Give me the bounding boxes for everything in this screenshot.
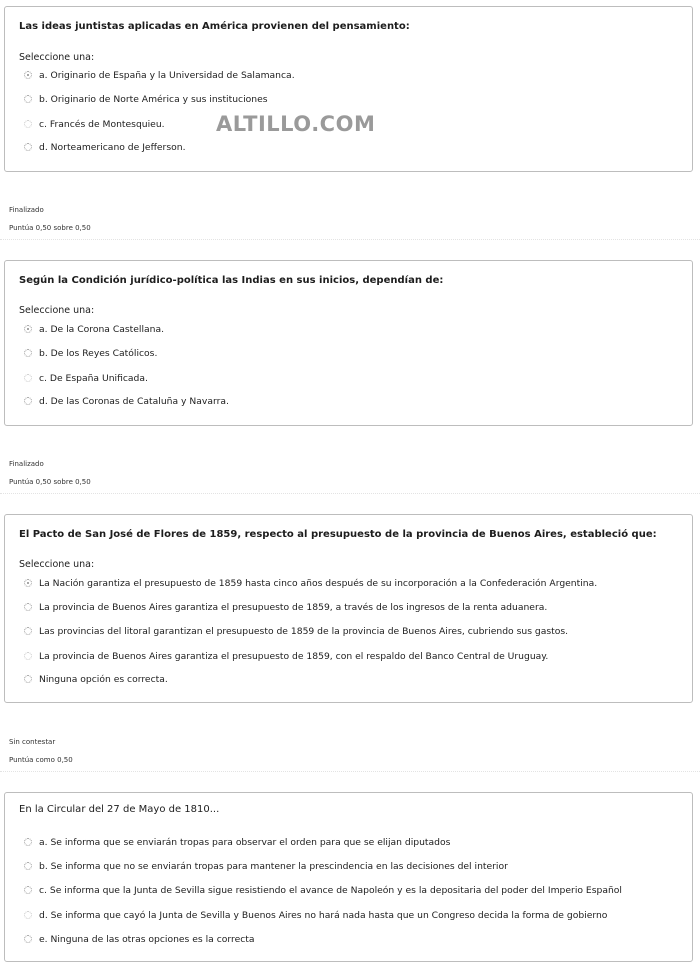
- option-label: Las provincias del litoral garantizan el presupuesto de 1859 de la provincia de Buenos Aires, cubriendo sus gastos.: [39, 625, 569, 637]
- option-label: a. Se informa que se enviarán tropas para observar el orden para que se elijan diputados: [39, 836, 451, 848]
- option-c[interactable]: [24, 117, 165, 131]
- option-label: d. Se informa que cayó la Junta de Sevilla y Buenos Aires no hará nada hasta que un Congreso decida la forma de gobierno: [39, 909, 608, 921]
- radio-icon[interactable]: [24, 652, 32, 660]
- option-a[interactable]: [24, 576, 597, 590]
- question-score: Puntúa 0,50 sobre 0,50: [9, 478, 91, 486]
- radio-checked-icon[interactable]: [24, 325, 32, 333]
- option-b[interactable]: [24, 859, 508, 873]
- option-label: Ninguna opción es correcta.: [39, 673, 168, 685]
- option-e[interactable]: [24, 672, 168, 686]
- radio-icon[interactable]: [24, 911, 32, 919]
- question-card-2: [4, 260, 693, 426]
- question-score: Puntúa como 0,50: [9, 756, 73, 764]
- radio-icon[interactable]: [24, 603, 32, 611]
- question-status: Finalizado: [9, 460, 44, 468]
- option-a[interactable]: [24, 835, 450, 849]
- question-status: Finalizado: [9, 206, 44, 214]
- radio-icon[interactable]: [24, 397, 32, 405]
- divider: [0, 239, 700, 240]
- radio-icon[interactable]: [24, 120, 32, 128]
- option-label: La provincia de Buenos Aires garantiza el presupuesto de 1859, a través de los ingresos de la renta aduanera.: [39, 601, 548, 613]
- option-label: b. Originario de Norte América y sus instituciones: [39, 93, 268, 105]
- radio-icon[interactable]: [24, 838, 32, 846]
- question-text: En la Circular del 27 de Mayo de 1810...: [19, 804, 220, 815]
- question-text: El Pacto de San José de Flores de 1859, respecto al presupuesto de la provincia de Buenos Aires, estableció que:: [19, 529, 657, 540]
- option-label: c. De España Unificada.: [39, 372, 148, 384]
- option-label: b. Se informa que no se enviarán tropas para mantener la prescindencia en las decisiones del interior: [39, 860, 508, 872]
- radio-icon[interactable]: [24, 143, 32, 151]
- option-d[interactable]: [24, 908, 607, 922]
- divider: [0, 771, 700, 772]
- option-label: b. De los Reyes Católicos.: [39, 347, 158, 359]
- question-text: Según la Condición jurídico-política las Indias en sus inicios, dependían de:: [19, 275, 444, 286]
- radio-checked-icon[interactable]: [24, 71, 32, 79]
- radio-icon[interactable]: [24, 886, 32, 894]
- option-label: c. Francés de Montesquieu.: [39, 118, 165, 130]
- radio-icon[interactable]: [24, 935, 32, 943]
- radio-icon[interactable]: [24, 349, 32, 357]
- divider: [0, 493, 700, 494]
- option-label: a. De la Corona Castellana.: [39, 323, 165, 335]
- radio-icon[interactable]: [24, 675, 32, 683]
- option-label: d. Norteamericano de Jefferson.: [39, 141, 186, 153]
- radio-checked-icon[interactable]: [24, 579, 32, 587]
- select-prompt: Seleccione una:: [19, 559, 95, 570]
- question-card-1: [4, 6, 693, 172]
- option-label: c. Se informa que la Junta de Sevilla sigue resistiendo el avance de Napoleón y es la depositaria del poder del Imperio Español: [39, 884, 622, 896]
- select-prompt: Seleccione una:: [19, 305, 95, 316]
- option-label: La provincia de Buenos Aires garantiza el presupuesto de 1859, con el respaldo del Banco Central de Uruguay.: [39, 650, 549, 662]
- option-b[interactable]: [24, 346, 157, 360]
- radio-icon[interactable]: [24, 95, 32, 103]
- option-c[interactable]: [24, 371, 148, 385]
- option-b[interactable]: [24, 92, 268, 106]
- option-e[interactable]: [24, 932, 255, 946]
- option-a[interactable]: [24, 322, 164, 336]
- radio-icon[interactable]: [24, 627, 32, 635]
- question-card-3: [4, 514, 693, 703]
- question-status: Sin contestar: [9, 738, 56, 746]
- option-b[interactable]: [24, 600, 547, 614]
- option-c[interactable]: [24, 624, 568, 638]
- question-score: Puntúa 0,50 sobre 0,50: [9, 224, 91, 232]
- radio-icon[interactable]: [24, 862, 32, 870]
- option-a[interactable]: [24, 68, 295, 82]
- question-text: Las ideas juntistas aplicadas en América provienen del pensamiento:: [19, 21, 410, 32]
- option-label: d. De las Coronas de Cataluña y Navarra.: [39, 395, 229, 407]
- option-d[interactable]: [24, 649, 548, 663]
- watermark: ALTILLO.COM: [216, 112, 376, 136]
- question-card-4: [4, 792, 693, 962]
- option-d[interactable]: [24, 140, 185, 154]
- option-label: La Nación garantiza el presupuesto de 1859 hasta cinco años después de su incorporación a la Confederación Argentina.: [39, 577, 598, 589]
- radio-icon[interactable]: [24, 374, 32, 382]
- option-c[interactable]: [24, 883, 622, 897]
- option-label: a. Originario de España y la Universidad de Salamanca.: [39, 69, 295, 81]
- option-d[interactable]: [24, 394, 229, 408]
- option-label: e. Ninguna de las otras opciones es la correcta: [39, 933, 255, 945]
- select-prompt: Seleccione una:: [19, 52, 95, 63]
